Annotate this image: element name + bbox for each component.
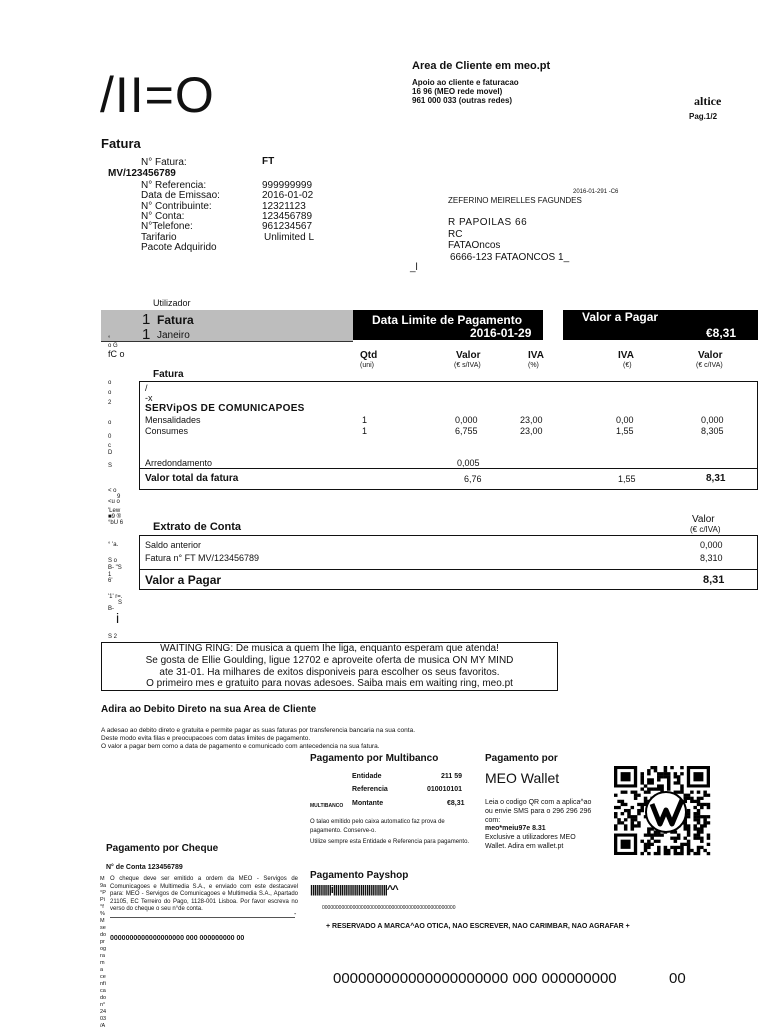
row-total: 8,305 — [701, 426, 724, 436]
col-iva-pct: IVA — [528, 350, 544, 361]
deadline-date: 2016-01-29 — [470, 326, 532, 340]
promo-line-1: WAITING RING: De musica a quem Ihe liga, enquanto esperam que atenda! — [160, 643, 499, 654]
cheque-number: 0000000000000000000 000 000000000 00 — [110, 935, 245, 942]
page-number: Pag.1/2 — [689, 112, 718, 121]
payshop-reserved: + RESERVADO A MARCA^AO OTICA, NAO ESCREVER, NAO CARIMBAR, NAO AGRAFAR + — [326, 923, 630, 930]
invoice-total-valor: 6,76 — [464, 474, 482, 484]
side-mark: S — [108, 463, 113, 469]
referencia-value: 010010101 — [427, 786, 463, 793]
address-line-4: 6666-123 FATAONCOS 1_ — [450, 252, 570, 263]
extrato-row-value: 8,310 — [700, 553, 723, 563]
side-mark: i — [116, 610, 120, 626]
side-mark: 9 — [117, 494, 121, 500]
fatura-slash: / — [145, 383, 148, 393]
summary-month: Janeiro — [157, 330, 190, 341]
montante-value: €8,31 — [447, 800, 465, 807]
address-line-3: FATAOncos — [448, 240, 501, 251]
extrato-row-desc: Fatura n° FT MV/123456789 — [145, 553, 259, 563]
fatura-value: FT — [262, 156, 275, 167]
row-qtd: 1 — [362, 426, 368, 436]
row-iva-pct: 23,00 — [520, 426, 543, 436]
services-group-title: SERVipOS DE COMUNICAPOES — [145, 403, 305, 414]
value-conta: 123456789 — [262, 211, 313, 222]
invoice-total-label: Valor total da fatura — [145, 473, 239, 484]
payshop-barcode: ||||||||||i||||||||||||||||||||||||||^^ — [310, 884, 398, 896]
value-tarifario: Unlimited L — [264, 232, 315, 243]
fatura-section-title: Fatura — [153, 369, 184, 380]
rounding-value: 0,005 — [457, 458, 480, 468]
side-mark: o — [108, 390, 112, 396]
multibanco-note-1: O talao emitido pelo caixa automatico faz prova de pagamento. Conserve-o. — [310, 819, 445, 834]
side-mark: 6' — [108, 578, 113, 584]
label-telefone: N°Telefone: — [141, 221, 193, 232]
row-iva-eur: 1,55 — [616, 426, 634, 436]
side-mark: ■9 ® — [108, 514, 122, 520]
col-valor: Valor — [456, 350, 481, 361]
extrato-divider — [139, 569, 758, 570]
col-valor-sub: (€ s/IVA) — [454, 362, 481, 369]
side-mark: ° 'a. — [108, 542, 119, 548]
cheque-side-text: M 9a °P Pi °f % M se do pr og ra m a ce nfi ca do n° 24 03 /A — [100, 876, 107, 1029]
label-tarifario: Tarifario — [141, 232, 177, 243]
cheque-text: O cheque deve ser emitido a ordem da MEO - Servigos de Comunicagoes e Multimedia S.A., e enviado com este destacavel para: MEO - Servigos de Comunicagoes e Multimedia S.A., Apartado 21105, EC Terreiro do Pago, 1128-001 Lisboa. Por favor escreva no verso do cheque o seu n°de conta. — [110, 876, 298, 912]
side-mark: °bU 6 — [108, 520, 124, 526]
bottom-number: 000000000000000000000 000 000000000 — [333, 970, 617, 987]
col-valor-total-sub: (€ c/IVA) — [696, 362, 723, 369]
side-mark: '1' r=. — [108, 594, 123, 600]
summary-number-2: 1 — [142, 326, 151, 343]
col-qtd: Qtd — [360, 350, 378, 361]
montante-label: Montante — [352, 800, 384, 807]
side-mark: fC o — [108, 349, 125, 359]
utilizador-label: Utilizador — [153, 298, 191, 308]
altice-brand: altice — [694, 94, 722, 108]
multibanco-note-2: Utilize sempre esta Entidade e Referencia para pagamento. — [310, 839, 470, 845]
label-pacote: Pacote Adquirido — [141, 242, 217, 253]
extrato-col-label: Valor — [692, 514, 715, 525]
col-iva-eur: IVA — [618, 350, 634, 361]
value-contribuinte: 12321123 — [262, 201, 306, 212]
col-iva-eur-sub: (€) — [623, 362, 632, 369]
debito-title: Adira ao Debito Direto na sua Area de Cliente — [101, 704, 317, 715]
value-telefone: 961234567 — [262, 221, 313, 232]
cheque-account: N° de Conta 123456789 — [106, 864, 183, 871]
referencia-label: Referencia — [352, 786, 388, 793]
entidade-label: Entidade — [352, 773, 382, 780]
side-mark: c — [108, 443, 111, 449]
invoice-total-iva: 1,55 — [618, 474, 636, 484]
payshop-title: Pagamento Payshop — [310, 870, 409, 881]
value-referencia: 999999999 — [262, 180, 313, 191]
invoice-title: Fatura — [101, 136, 141, 151]
side-mark: <u o — [108, 499, 120, 505]
col-valor-total: Valor — [698, 350, 723, 361]
side-mark: 1 — [108, 572, 112, 578]
row-iva-eur: 0,00 — [616, 415, 634, 425]
wallet-qr-code — [614, 766, 710, 855]
cheque-dash: - — [294, 911, 297, 918]
amount-label: Valor a Pagar — [582, 310, 659, 324]
extrato-pay-label: Valor a Pagar — [145, 573, 222, 587]
side-mark: o — [108, 380, 112, 386]
extrato-pay-value: 8,31 — [703, 574, 725, 586]
multibanco-logo: MULTIBANCO — [310, 803, 344, 809]
fatura-number: MV/123456789 — [108, 168, 176, 179]
address-line-1: R PAPOILAS 66 — [448, 217, 528, 228]
support-line-1: Apoio ao cliente e faturacao — [412, 78, 519, 87]
address-name: ZEFERINO MEIRELLES FAGUNDES — [448, 196, 582, 205]
label-fatura: N° Fatura: — [141, 157, 187, 168]
support-line-2: 16 96 (MEO rede movel) — [412, 87, 503, 96]
debito-line-3: O valor a pagar bem como a data de pagamento e comunicado com antecedencia na sua fatura. — [101, 743, 380, 750]
client-area-title: Area de Cliente em meo.pt — [412, 60, 551, 72]
label-conta: N° Conta: — [141, 211, 185, 222]
label-contribuinte: N° Contribuinte: — [141, 201, 212, 212]
side-mark: D — [108, 450, 113, 456]
extrato-row-value: 0,000 — [700, 540, 723, 550]
address-code: 2016-01-291 -C6 — [573, 189, 619, 195]
promo-line-2: Se gosta de Ellie Goulding, ligue 12702 e aproveite oferta de musica ON MY MIND — [145, 655, 514, 666]
summary-number-1: 1 — [142, 311, 151, 328]
multibanco-title: Pagamento por Multibanco — [310, 753, 439, 764]
side-mark: B- "S — [108, 565, 122, 571]
side-mark: S 2 — [108, 634, 118, 640]
side-mark: o G — [108, 343, 118, 349]
cheque-title: Pagamento por Cheque — [106, 843, 219, 854]
summary-grey-block — [101, 310, 353, 342]
row-desc: Mensalidades — [145, 415, 201, 425]
entidade-value: 211 59 — [441, 773, 463, 780]
extrato-col-sub: (€ c/IVA) — [690, 525, 721, 534]
address-line-2: RC — [448, 229, 463, 240]
row-valor: 0,000 — [455, 415, 478, 425]
label-referencia: N° Referencia: — [141, 180, 207, 191]
col-qtd-sub: (uni) — [360, 362, 375, 369]
meo-logo: /II=O — [100, 67, 215, 123]
row-total: 0,000 — [701, 415, 724, 425]
wallet-brand: MEO Wallet — [485, 770, 560, 786]
wallet-text-2: Exclusive a utilizadores MEO Wallet. Adira em wallet.pt — [485, 834, 576, 850]
row-qtd: 1 — [362, 415, 368, 425]
row-iva-pct: 23,00 — [520, 415, 543, 425]
address-line-5: _l — [410, 262, 418, 273]
wallet-text-1: Leia o codigo QR com a aplica^ao ou envie SMS para o 296 296 296 com: — [485, 799, 592, 824]
payshop-digits: 000000000000000000000000000000000000000000000000 — [322, 905, 456, 911]
row-valor: 6,755 — [455, 426, 478, 436]
label-data-emissao: Data de Emissao: — [141, 190, 220, 201]
extrato-row-desc: Saldo anterior — [145, 540, 202, 550]
deadline-label: Data Limite de Pagamento — [372, 313, 523, 327]
summary-fatura-label: Fatura — [157, 313, 194, 327]
side-mark: 'Lew — [108, 508, 121, 514]
value-data-emissao: 2016-01-02 — [262, 190, 314, 201]
side-mark: o — [108, 420, 112, 426]
side-mark: < o — [108, 488, 117, 494]
col-iva-pct-sub: (%) — [528, 362, 539, 369]
side-mark: 0 — [108, 434, 112, 440]
amount-value: €8,31 — [706, 326, 737, 340]
fatura-total-divider — [139, 468, 758, 469]
side-mark: ° — [108, 336, 111, 342]
side-mark: S — [118, 600, 123, 606]
debito-line-2: Deste modo evita filas e preocupacoes com datas limites de pagamento. — [101, 735, 311, 742]
invoice-total-final: 8,31 — [706, 473, 726, 484]
wallet-code: meo*meiu97e 8.31 — [485, 825, 546, 832]
side-mark: B- — [108, 606, 114, 612]
promo-line-4: O primeiro mes e gratuito para novas adesoes. Saiba mais em waiting ring, meo.pt — [146, 678, 513, 689]
wallet-title: Pagamento por — [485, 753, 558, 764]
debito-line-1: A adesao ao debito direto e gratuita e permite pagar as suas faturas por transferencia bancaria na sua conta. — [101, 727, 416, 734]
bottom-suffix: 00 — [669, 970, 686, 987]
side-mark: 2 — [108, 400, 112, 406]
row-desc: Consumes — [145, 426, 189, 436]
cheque-line — [110, 917, 295, 918]
side-mark: S o — [108, 558, 118, 564]
fatura-x: -x — [145, 393, 153, 403]
support-line-3: 961 000 033 (outras redes) — [412, 96, 513, 105]
extrato-title: Extrato de Conta — [153, 521, 242, 533]
promo-line-3: ate 31-01. Ha milhares de exitos disponiveis para escolher os seus favoritos. — [159, 667, 500, 678]
rounding-label: Arredondamento — [145, 458, 213, 468]
